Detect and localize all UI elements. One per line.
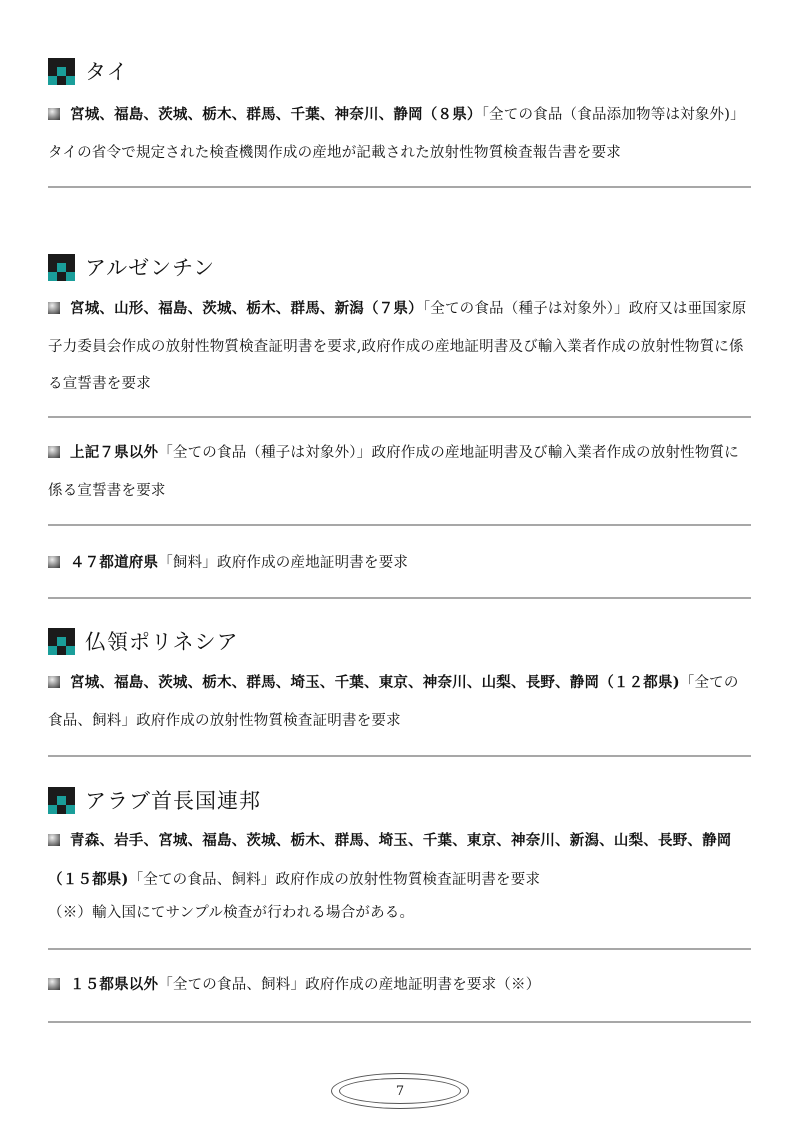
requirement-text: 「全ての食品（種子は対象外）」政府作成の産地証明書及び輸入業者作成の放射性物質に係る宣誓書を要求 [48, 445, 739, 499]
list-item [48, 966, 751, 1005]
divider [48, 1021, 751, 1023]
bullet-icon [48, 676, 60, 688]
bullet-icon [48, 834, 60, 846]
heading-square-icon [48, 254, 75, 281]
heading-text: タイ [85, 60, 129, 84]
list-item [48, 822, 751, 899]
heading-square-icon [48, 787, 75, 814]
divider [48, 948, 751, 950]
requirement-text: 「全ての食品、飼料」政府作成の放射性物質検査証明書を要求 [128, 871, 541, 888]
list-item [48, 96, 751, 172]
region-label: １５都県以外 [70, 976, 159, 993]
divider [48, 597, 751, 599]
note-text: （※）輸入国にてサンプル検査が行われる場合がある。 [48, 905, 415, 921]
heading-text: アラブ首長国連邦 [85, 789, 261, 813]
list-item [48, 664, 751, 740]
requirement-text: 「飼料」政府作成の産地証明書を要求 [158, 555, 409, 571]
bullet-icon [48, 978, 60, 990]
region-label: ４７都道府県 [70, 554, 159, 571]
section-heading-argentina [48, 252, 215, 282]
region-label: 上記７県以外 [70, 444, 159, 461]
heading-square-icon [48, 628, 75, 655]
bullet-icon [48, 302, 60, 314]
divider [48, 755, 751, 757]
section-heading-french-polynesia [48, 626, 239, 656]
heading-text: アルゼンチン [85, 256, 216, 280]
bullet-icon [48, 108, 60, 120]
section-heading-uae [48, 785, 261, 815]
bullet-icon [48, 446, 60, 458]
heading-square-icon [48, 58, 75, 85]
region-label: 宮城、山形、福島、茨城、栃木、群馬、新潟（７県） [70, 300, 423, 317]
region-label: 青森、岩手、宮城、福島、茨城、栃木、群馬、埼玉、千葉、東京、神奈川、新潟、山梨、長野、静岡（１５都県) [48, 832, 732, 888]
heading-text: 仏領ポリネシア [85, 630, 239, 654]
list-item [48, 434, 751, 510]
section-heading-thailand [48, 56, 129, 86]
requirement-text: 「全ての食品（種子は対象外）」政府又は亜国家原子力委員会作成の放射性物質検査証明書を要求,政府作成の産地証明書及び輸入業者作成の放射性物質に係る宣誓書を要求 [48, 301, 747, 392]
page-number-badge [331, 1073, 469, 1109]
list-item [48, 290, 751, 404]
requirement-text: 「全ての食品（食品添加物等は対象外)」タイの省令で規定された検査機関作成の産地が記載された放射性物質検査報告書を要求 [48, 107, 745, 161]
bullet-icon [48, 556, 60, 568]
region-label: 宮城、福島、茨城、栃木、群馬、埼玉、千葉、東京、神奈川、山梨、長野、静岡（１２都県) [70, 674, 680, 691]
list-item [48, 544, 751, 583]
requirement-text: 「全ての食品、飼料」政府作成の産地証明書を要求（※） [158, 977, 541, 993]
page-number: 7 [395, 1083, 405, 1099]
divider [48, 524, 751, 526]
region-label: 宮城、福島、茨城、栃木、群馬、千葉、神奈川、静岡（８県） [70, 106, 482, 123]
requirement-text: 「全ての食品、飼料」政府作成の放射性物質検査証明書を要求 [48, 675, 739, 729]
divider [48, 416, 751, 418]
divider [48, 186, 751, 188]
